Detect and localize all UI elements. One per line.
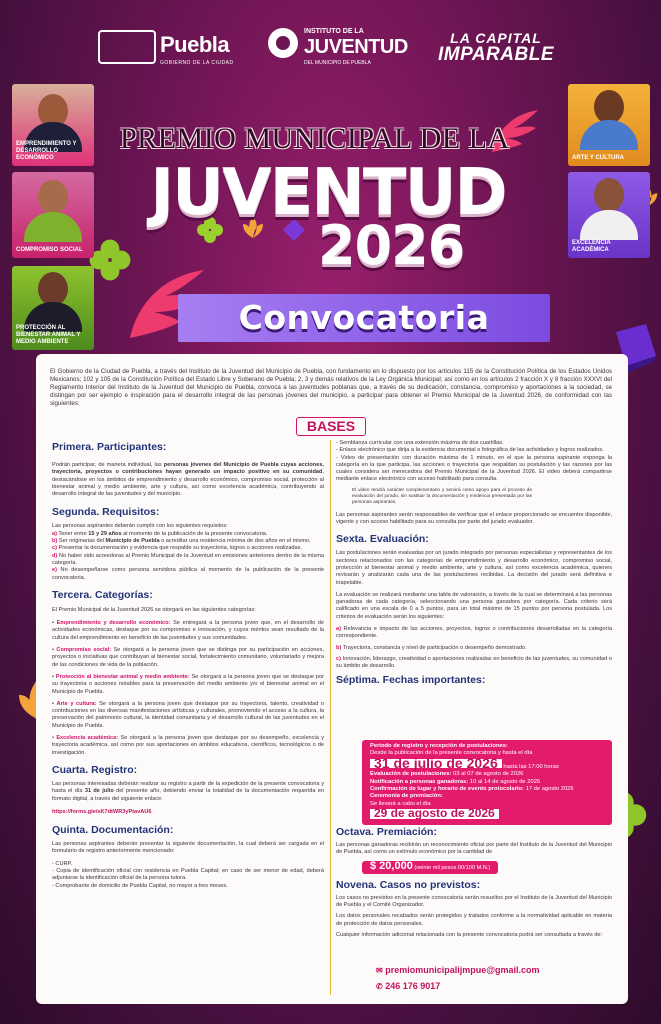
primera-text-bold: personas jóvenes del Municipio de Puebla cuyas acciones, trayectoria, proyectos o contribuciones hayan generado un impacto positivo en su comunidad xyxy=(52,462,324,476)
categoria-name: Arte y cultura: xyxy=(56,700,97,707)
criterio-item xyxy=(336,645,612,652)
categoria-name: Emprendimiento y desarrollo económico: xyxy=(56,620,171,627)
section-title-cuarta: Cuarta. Registro: xyxy=(52,763,138,776)
left-column xyxy=(52,441,324,890)
title-juventud: JUVENTUD xyxy=(150,156,506,230)
category-label: COMPROMISO SOCIAL xyxy=(16,247,83,253)
requisito-item xyxy=(52,567,324,582)
puebla-logo-name: Puebla xyxy=(160,32,230,57)
requisito-key: e) xyxy=(52,567,57,574)
criterio-key: b) xyxy=(336,644,342,651)
requisito-text: Tener entre xyxy=(56,530,89,537)
fecha-text: Desde la publicación de la presente convocatoria y hasta el día xyxy=(370,750,533,757)
primera-paragraph xyxy=(52,462,324,498)
category-label: ARTE Y CULTURA xyxy=(572,155,625,161)
capital-logo-line1: LA CAPITAL xyxy=(450,30,542,46)
instituto-logo-line2: JUVENTUD xyxy=(304,36,408,58)
criterio-text: Trayectoria, constancia y nivel de participación o desempeño demostrado. xyxy=(341,644,527,651)
categoria-item: • Arte y cultura: Se otorgará a la persona joven que destaque por su trayectoria, talento, creatividad o contribuciones en las diversas manifestaciones artísticas y culturales, promoviendo el acceso a la cultura, la preservación del patrimonio cultural, la identidad comunitaria y el desarrollo cultural de las juventudes en el Municipio de Puebla. xyxy=(52,700,325,729)
requisito-text: al momento de la publicación de la presente convocatoria. xyxy=(121,530,268,537)
criterio-key: a) xyxy=(336,626,341,633)
requisito-item xyxy=(52,531,324,538)
fecha-ceremonia: 29 de agosto de 2026 xyxy=(370,809,499,818)
categoria-text: Se entregará a la persona joven que, en el desarrollo de actividades económicas, destaque por su compromiso e innovación, y cuyos méritos sean resultado de la cultura del emprendimiento en beneficio de las juventudes y sus comunidades. xyxy=(52,620,325,641)
convocatoria-banner xyxy=(178,294,550,342)
header-logos xyxy=(0,24,661,74)
novena-paragraph: Los datos personales recabados serán protegidos y tratados conforme a la normatividad aplicable en materia de protección de datos personales. xyxy=(336,913,612,927)
section-title-quinta: Quinta. Documentación: xyxy=(52,824,174,837)
instituto-logo-line1: INSTITUTO DE LA xyxy=(304,28,364,35)
cuarta-paragraph xyxy=(52,781,324,803)
contact-email[interactable] xyxy=(376,965,540,975)
fecha-text: Se llevará a cabo el día xyxy=(370,800,431,807)
mail-icon: ✉ xyxy=(376,966,383,975)
capital-logo-line2: IMPARABLE xyxy=(437,44,555,65)
novena-paragraph: Los casos no previstos en la presente convocatoria serán resueltos por el Instituto de la Juventud del Municipio de Puebla y el Comité Organizador. xyxy=(336,894,612,909)
documento-item: - Semblanza curricular con una extensión máxima de dos cuartillas. xyxy=(336,440,504,446)
requisito-key: b) xyxy=(52,538,58,545)
tercera-intro: El Premio Municipal de la Juventud 2026 se otorgará en las siguientes categorías: xyxy=(52,606,256,613)
quinta-intro: Las personas aspirantes deberán presentar la siguiente documentación, la cual deberá ser cargada en el formulario de registro anteriormente mencionado: xyxy=(52,841,324,855)
puebla-logo-sub: GOBIERNO DE LA CIUDAD xyxy=(160,60,234,66)
section-title-primera: Primera. Participantes: xyxy=(52,441,167,453)
video-note: El video tendrá carácter complementario y servirá como apoyo para el proceso de evaluación del jurado, sin sustituir la documentación y evidencia presentada por las personas aspirantes. xyxy=(352,487,532,505)
cuarta-text-bold: 31 de julio xyxy=(84,788,114,795)
categorias-list xyxy=(52,620,324,757)
criterio-text: Relevancia e impacto de las acciones, proyectos, logros o contribuciones desarrolladas en la categoría correspondiente. xyxy=(336,626,612,640)
cuarta-text: Las personas interesadas deberán realizar su registro a partir de la expedición de la presente convocatoria y hasta el día xyxy=(52,780,324,795)
requisito-key: d) xyxy=(52,552,58,559)
categoria-text: Se otorgará a la persona joven que se distinga por su participación en acciones, proyectos o iniciativas que contribuyan al bienestar social, fortalecimiento comunitario, voluntariado y mejora de las condiciones de vida de la población. xyxy=(52,647,325,668)
fecha-label: Confirmación de lugar y horario de evento protocolario: xyxy=(370,786,524,793)
section-title-novena: Novena. Casos no previstos: xyxy=(336,878,481,891)
right-column xyxy=(336,440,612,687)
fecha-registro-limite: 31 de julio de 2026 xyxy=(370,759,502,768)
requisito-text-bold: 15 y 29 años xyxy=(88,530,122,537)
requisito-text: Ser originarias del xyxy=(57,538,106,545)
categoria-item: • Excelencia académica: Se otorgará a la persona joven que destaque por su desempeño, excelencia y trayectoria académica, así como por sus aportaciones en ámbitos educativos, científicos, tecnológicos o de investigación. xyxy=(52,735,324,756)
documento-item: - Video de presentación con duración máxima de 1 minuto, en el que la persona aspirante exponga la categoría en la que participa, las acciones o trayectoria que respaldan su postulación y las razones por las cuales considera ser merecedora del Premio Municipal de la Juventud 2026. El video deberá compartirse mediante enlace electrónico con acceso habilitado para consulta. xyxy=(336,454,612,483)
requisito-key: a) xyxy=(52,530,57,537)
contact-email-text: premiomunicipalijmpue@gmail.com xyxy=(385,965,540,975)
convocatoria-label: Convocatoria xyxy=(238,298,490,337)
title-year: 2026 xyxy=(318,214,465,277)
fecha-value: 03 al 07 de agosto de 2026 xyxy=(453,771,524,778)
requisito-text: No haber sido acreedoras al Premio Municipal de la Juventud en emisiones anteriores dentro de la misma categoría. xyxy=(52,552,324,566)
fechas-box xyxy=(362,740,612,825)
requisito-text: No desempeñarse como persona servidora pública al momento de la publicación de la presente convocatoria. xyxy=(52,567,324,581)
criterio-key: c) xyxy=(336,655,341,662)
primera-text: Podrán participar, de manera individual, las xyxy=(52,462,164,468)
fecha-value: 17 de agosto 2026 xyxy=(525,786,574,793)
requisito-text: o acreditar una residencia mínima de dos años en el mismo. xyxy=(159,538,311,545)
categoria-name: Excelencia académica: xyxy=(56,735,119,742)
contact-phone[interactable] xyxy=(376,981,440,991)
segunda-intro: Las personas aspirantes deberán cumplir con los siguientes requisitos: xyxy=(52,523,228,530)
documento-item: - Comprobante de domicilio de Puebla Capital, no mayor a tres meses. xyxy=(52,882,228,889)
contact-phone-text: 246 176 9017 xyxy=(385,981,441,991)
fecha-value: 10 al 14 de agosto de 2026 xyxy=(469,778,541,785)
category-label: EXCELENCIA ACADÉMICA xyxy=(572,240,611,253)
categoria-name: Protección al bienestar animal y medio ambiente: xyxy=(55,673,190,680)
intro-paragraph: El Gobierno de la Ciudad de Puebla, a través del Instituto de la Juventud del Municipio de Puebla, con fundamento en lo dispuesto por los artículos 115 de la Constitución Política de los Estados Unidos Mexicanos; 102 y 105 de la Constitución Política del Estado Libre y Soberano de Puebla; 2, 3 y demás relativos de la Ley Orgánica Municipal; así como en los artículos 2 fracción X y 8 fracción XXXVI del Reglamento Interior del Instituto de la Juventud del Municipio de Puebla, convoca a las juventudes poblanas que, a través de su dedicación, constancia, compromiso y aportaciones a la sociedad, se distingan por ser ejemplo e inspiración para el desarrollo integral de las personas jóvenes del municipio, a participar para obtener el Premio Municipal de la Juventud 2026, de conformidad con las siguientes: xyxy=(50,368,612,408)
requisito-item xyxy=(52,538,324,545)
bases-heading: BASES xyxy=(296,417,366,436)
phone-icon: ✆ xyxy=(376,982,383,991)
category-label: PROTECCIÓN AL BIENESTAR ANIMAL Y MEDIO AMBIENTE xyxy=(16,325,81,345)
instituto-juventud-logo xyxy=(268,26,408,70)
requisito-text: Presentar la documentación y evidencia que respalde su trayectoria, logros o acciones realizadas. xyxy=(56,545,303,552)
section-title-tercera: Tercera. Categorías: xyxy=(52,588,153,601)
categoria-text: Se otorgará a la persona joven que destaque por su trayectoria, talento, creatividad o contribuciones en las diversas manifestaciones artísticas y culturales, promoviendo el acceso a la cultura, la preservación del patrimonio cultural, la identidad comunitaria y el desarrollo cultural de las juventudes en el Municipio de Puebla. xyxy=(52,700,325,729)
categoria-item: • Protección al bienestar animal y medio ambiente: Se otorgará a la persona joven que se destaque por su trayectoria o acciones notables para la preservación del medio ambiente y/o el bienestar animal en el Municipio de Puebla. xyxy=(52,673,324,695)
categoria-name: Compromiso social: xyxy=(56,647,112,654)
registro-link[interactable]: https://forms.gle/sK7dtWR3yPtavAU6 xyxy=(52,808,152,815)
fecha-label: Periodo de registro y recepción de postulaciones: xyxy=(370,743,508,749)
categoria-item: • Emprendimiento y desarrollo económico: Se entregará a la persona joven que, en el desarrollo de actividades económicas, destaque por su compromiso e innovación, y cuyos méritos sean resultado de la cultura del emprendimiento en beneficio de las juventudes y sus comunidades. xyxy=(52,620,325,641)
instituto-emblem-icon xyxy=(268,28,298,58)
quinta-closing: Las personas aspirantes serán responsables de verificar que el enlace proporcionado se encuentre disponible, vigente y con acceso habilitado para su consulta por parte del jurado evaluador. xyxy=(336,511,612,526)
novena-paragraph: Cualquier información adicional relacionada con la presente convocatoria podrá ser consultada a través de: xyxy=(336,932,603,939)
instituto-logo-line3: DEL MUNICIPIO DE PUEBLA xyxy=(304,60,371,66)
requisito-key: c) xyxy=(52,545,57,552)
category-label: EMPRENDIMIENTO Y DESARROLLO ECONÓMICO xyxy=(16,141,77,161)
documento-item: - Copia de identificación oficial con residencia en Puebla Capital; en caso de ser menor de edad, deberá adjuntarse la identificación oficial de la persona tutora. xyxy=(52,867,324,882)
section-title-octava: Octava. Premiación: xyxy=(336,826,437,838)
puebla-crest-icon xyxy=(98,30,156,64)
title-premio-municipal: PREMIO MUNICIPAL DE LA xyxy=(120,122,510,155)
puebla-logo xyxy=(98,28,238,68)
categoria-text: Se otorgará a la persona joven que se destaque por su trayectoria o acciones notables para la preservación del medio ambiente y/o el bienestar animal en el Municipio de Puebla. xyxy=(52,673,324,695)
section-title-septima: Séptima. Fechas importantes: xyxy=(336,673,486,686)
premio-amount: $ 20,000 xyxy=(370,859,413,872)
octava-paragraph: Las personas ganadoras recibirán un reconocimiento oficial por parte del Instituto de la Juventud del Municipio de Puebla, así como un estímulo económico por la cantidad de xyxy=(336,842,612,856)
fecha-label: Ceremonia de premiación: xyxy=(370,793,443,800)
documento-item: - Enlace electrónico que dirija a la evidencia documental o fotográfica de las actividades y logros realizados. xyxy=(336,447,604,454)
capital-imparable-logo xyxy=(426,30,566,68)
fecha-label: Evaluación de postulaciones: xyxy=(370,771,452,778)
sexta-paragraph: La evaluación se realizará mediante una tabla de valoración, a través de la cual se determinará a las personas ganadoras de cada categoría, seleccionando una persona ganadora por categoría. Cada criterio será calificado en una escala de 0 a 5 puntos, para un total máximo de 15 puntos por persona postulada. Los criterios de evaluación serán los siguientes: xyxy=(336,591,612,620)
primera-text: , destacándose en los ámbitos de emprendimiento y desarrollo económico, compromiso social, protección al bienestar animal y medio ambiente, arte y cultura, así como excelencia académica, contribuyendo al desarrollo integral de las juventudes y del municipio. xyxy=(52,469,324,498)
requisitos-list xyxy=(52,531,324,582)
section-title-sexta: Sexta. Evaluación: xyxy=(336,533,429,546)
criterio-item xyxy=(336,626,612,641)
title-block xyxy=(0,118,661,278)
premio-amount-badge xyxy=(362,861,498,874)
criterio-text: Innovación, liderazgo, creatividad o aportaciones realizadas en beneficio de las juventudes, su comunidad o su ámbito de desarrollo. xyxy=(336,655,612,670)
section-title-segunda: Segunda. Requisitos: xyxy=(52,506,160,519)
fecha-hora: hasta las 17:00 horas xyxy=(503,763,559,770)
premio-monto xyxy=(362,861,612,874)
documento-item: - CURP. xyxy=(52,860,73,867)
column-divider xyxy=(330,440,331,995)
requisito-text-bold: Municipio de Puebla xyxy=(105,538,160,545)
fecha-label: Notificación a personas ganadoras: xyxy=(370,778,469,785)
categoria-item: • Compromiso social: Se otorgará a la persona joven que se distinga por su participación en acciones, proyectos o iniciativas que contribuyan al bienestar social, fortalecimiento comunitario, voluntariado y mejora de las condiciones de vida de la población. xyxy=(52,647,325,668)
premio-amount-note: (veinte mil pesos 00/100 M.N.) xyxy=(414,864,491,871)
right-column-bottom xyxy=(336,826,612,939)
criterios-list xyxy=(336,626,612,670)
category-card-bienestar-animal xyxy=(12,266,94,350)
categoria-text: Se otorgará a la persona joven que destaque por su desempeño, excelencia y trayectoria académica, así como por sus aportaciones en ámbitos educativos, científicos, tecnológicos o de investigación. xyxy=(52,735,324,756)
criterio-item xyxy=(336,656,612,671)
requisito-item xyxy=(52,545,324,552)
requisito-item xyxy=(52,553,324,568)
cuarta-text: del presente año, debiendo enviar la totalidad de la documentación requerida en formato digital, a través del siguiente enlace: xyxy=(52,788,324,802)
sexta-paragraph: Las postulaciones serán evaluadas por un jurado integrado por personas especialistas y representantes de los sectores relacionados con las categorías de emprendimiento y desarrollo económico, compromiso social, protección al bienestar animal y medio ambiente, arte y cultura, así como excelencia académica, quienes revisarán y analizarán cada una de las postulaciones recibidas. La decisión del jurado será definitiva e inapelable. xyxy=(336,550,612,586)
